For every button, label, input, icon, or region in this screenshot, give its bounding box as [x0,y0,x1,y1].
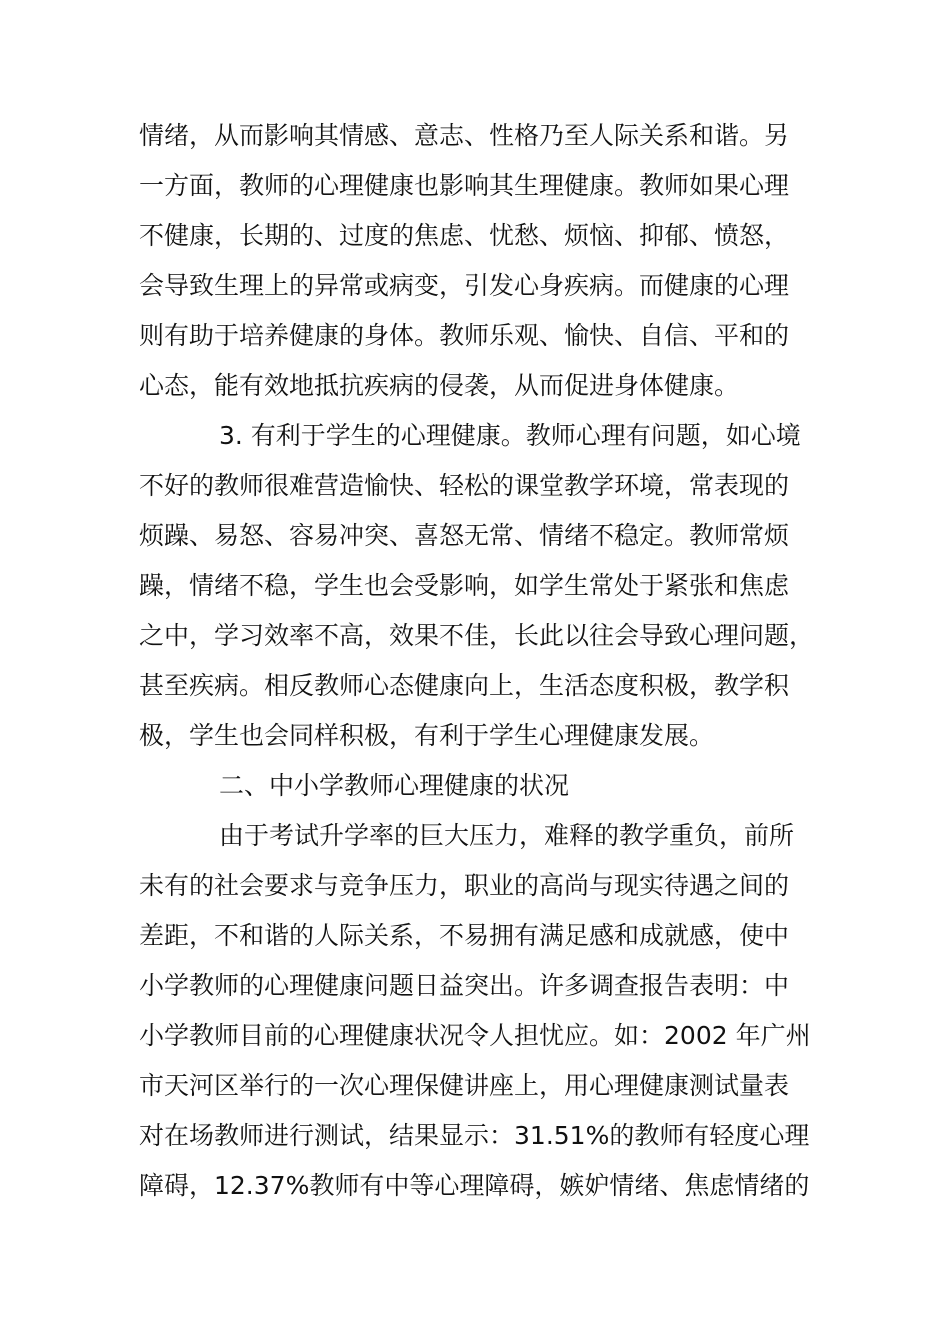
text-line: 小学教师目前的心理健康状况令人担忧应。如：2002 年广州 [139,1021,811,1050]
text-line: 不好的教师很难营造愉快、轻松的课堂教学环境，常表现的 [139,471,790,500]
text-line: 不健康，长期的、过度的焦虑、忧愁、烦恼、抑郁、愤怒， [139,221,790,250]
text-line: 对在场教师进行测试，结果显示：31.51%的教师有轻度心理 [139,1121,810,1150]
text-line: 由于考试升学率的巨大压力，难释的教学重负，前所 [219,821,795,850]
text-line: 极，学生也会同样积极，有利于学生心理健康发展。 [139,721,715,750]
section-heading: 二、中小学教师心理健康的状况 [219,771,570,800]
text-line: 烦躁、易怒、容易冲突、喜怒无常、情绪不稳定。教师常烦 [139,521,790,550]
text-line: 躁，情绪不稳，学生也会受影响，如学生常处于紧张和焦虑 [139,571,790,600]
text-line: 会导致生理上的异常或病变，引发心身疾病。而健康的心理 [139,271,790,300]
text-line: 一方面，教师的心理健康也影响其生理健康。教师如果心理 [139,171,790,200]
text-line: 市天河区举行的一次心理保健讲座上，用心理健康测试量表 [139,1071,790,1100]
text-line: 之中，学习效率不高，效果不佳，长此以往会导致心理问题， [139,621,815,650]
text-line: 情绪，从而影响其情感、意志、性格乃至人际关系和谐。另 [139,121,790,150]
text-line: 甚至疾病。相反教师心态健康向上，生活态度积极，教学积 [139,671,790,700]
text-line: 3. 有利于学生的心理健康。教师心理有问题，如心境 [219,421,801,450]
text-line: 差距，不和谐的人际关系，不易拥有满足感和成就感，使中 [139,921,790,950]
text-line: 则有助于培养健康的身体。教师乐观、愉快、自信、平和的 [139,321,790,350]
text-line: 小学教师的心理健康问题日益突出。许多调查报告表明：中 [139,971,790,1000]
text-line: 心态，能有效地抵抗疾病的侵袭，从而促进身体健康。 [139,371,740,400]
text-line: 障碍，12.37%教师有中等心理障碍，嫉妒情绪、焦虑情绪的 [139,1171,810,1200]
text-line: 未有的社会要求与竞争压力，职业的高尚与现实待遇之间的 [139,871,790,900]
